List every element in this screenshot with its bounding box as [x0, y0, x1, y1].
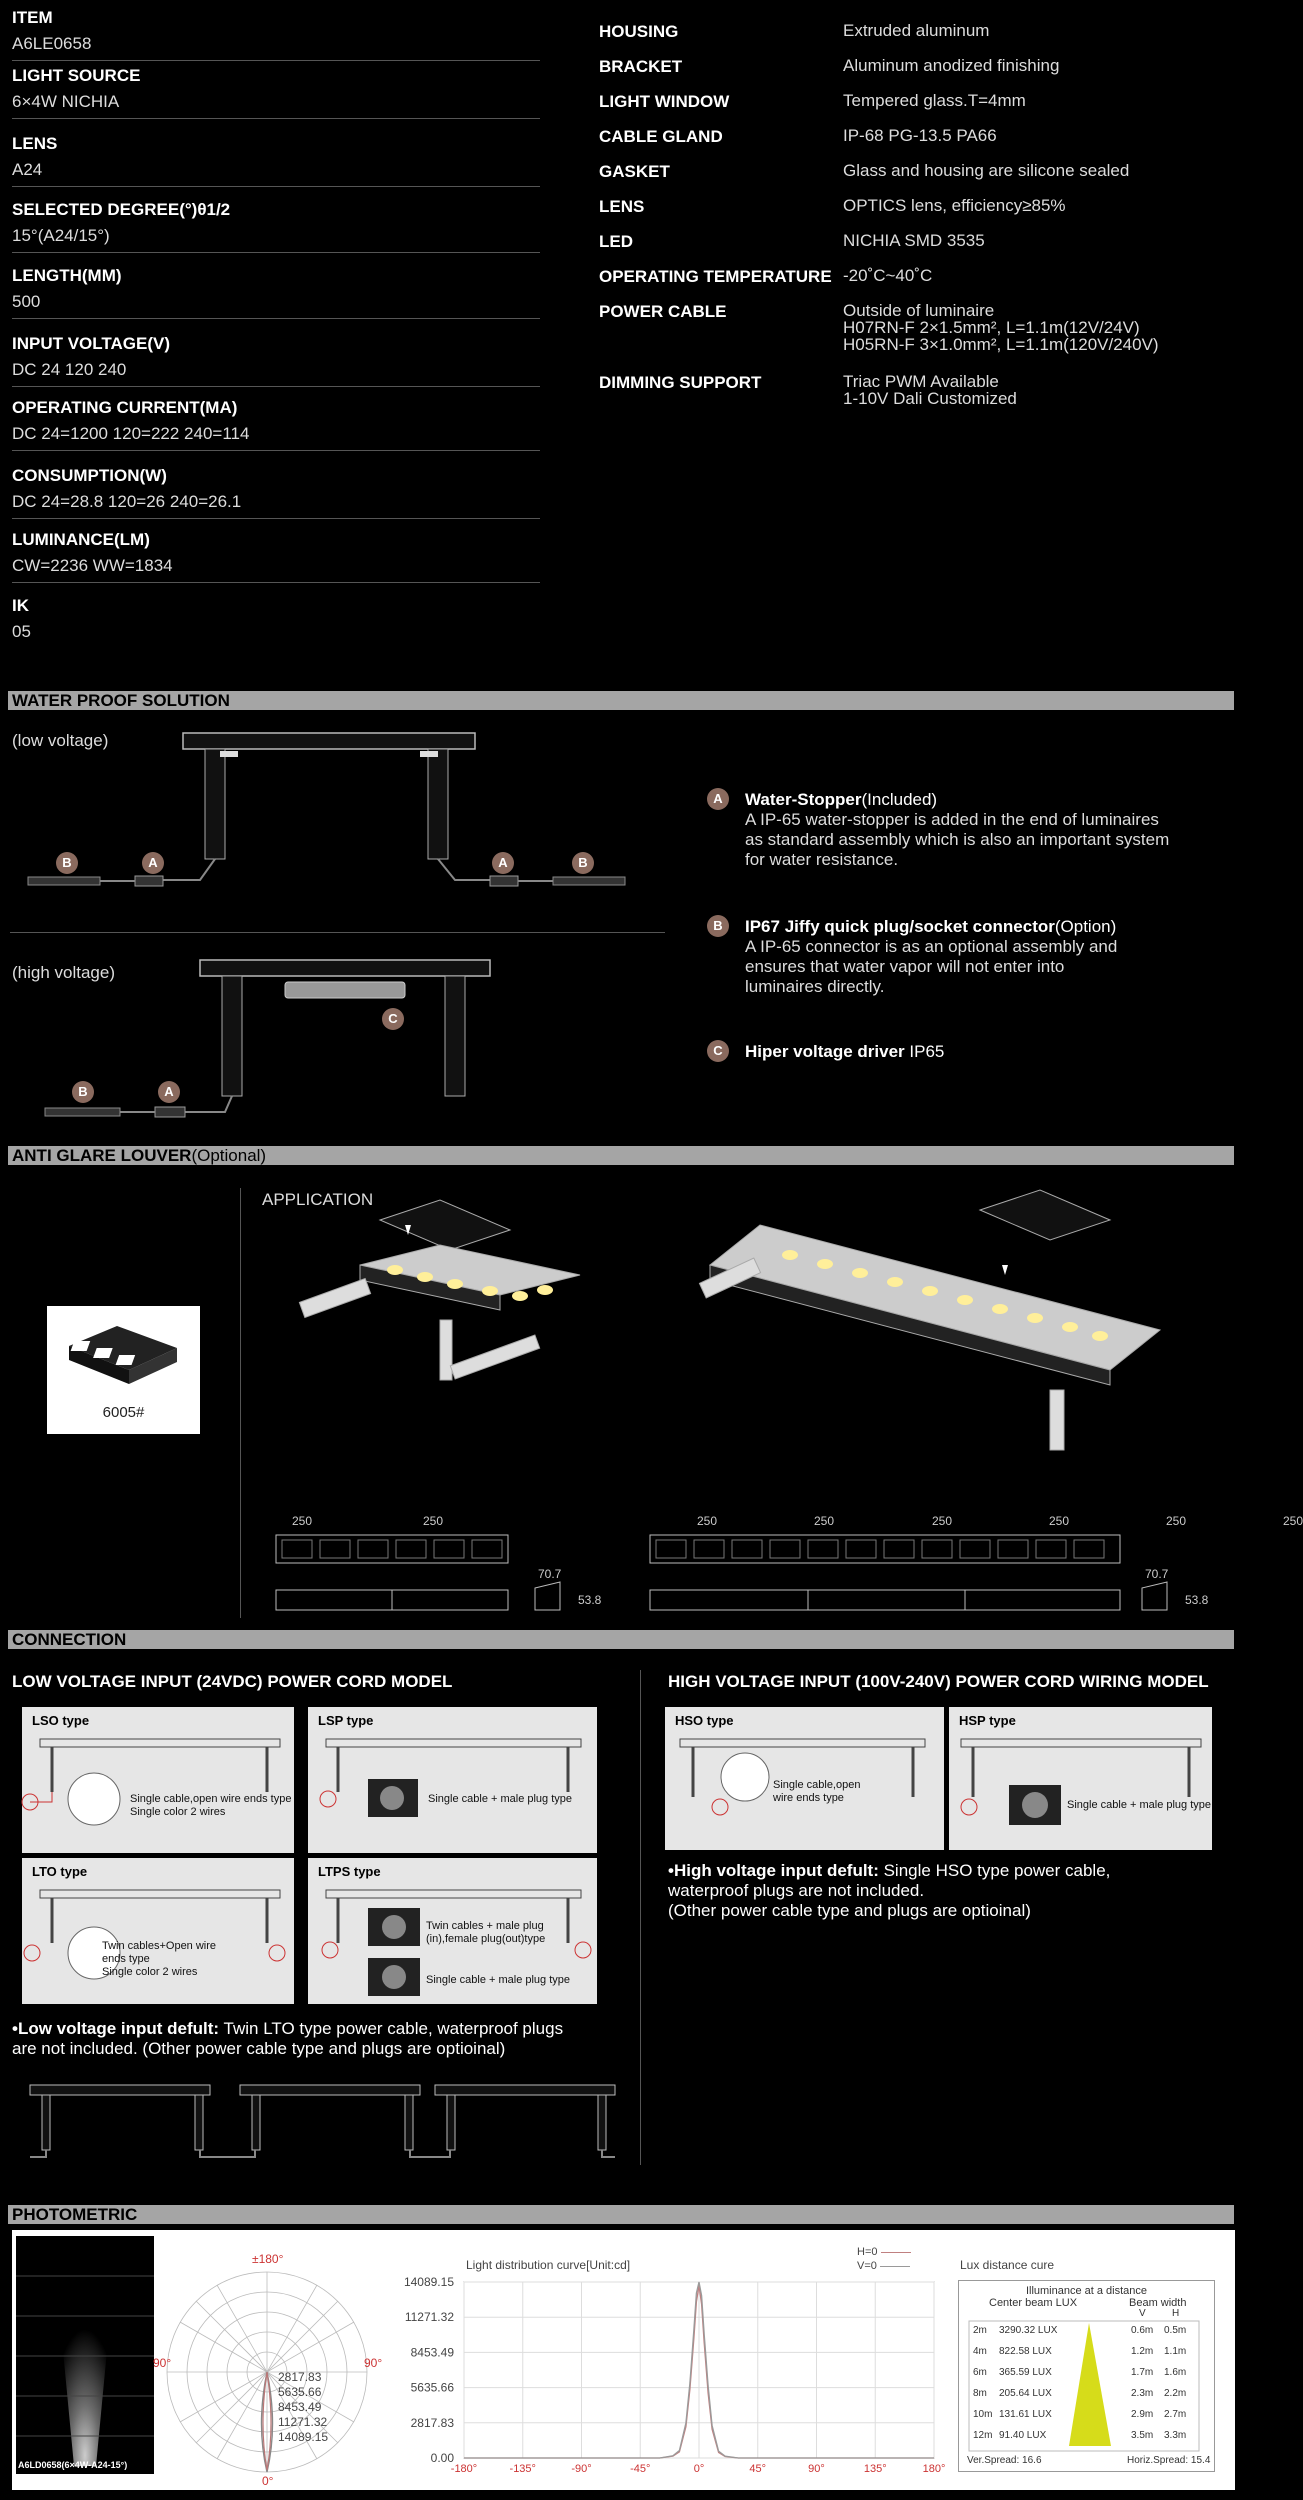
polar-chart	[150, 2255, 385, 2490]
spec-value: -20˚C~40˚C	[843, 266, 933, 285]
lux-beam-v: 1.7m	[1131, 2367, 1154, 2378]
feature-title-bold: IP67 Jiffy quick plug/socket connector	[745, 917, 1055, 936]
divider	[12, 118, 540, 119]
spec-label: LIGHT SOURCE	[12, 66, 141, 85]
lux-distance: 4m	[973, 2346, 987, 2357]
lux-distance: 6m	[973, 2367, 987, 2378]
badge-a: A	[492, 852, 514, 874]
louver-part-number: 6005#	[102, 1404, 145, 1421]
x-tick-label: -135°	[509, 2463, 536, 2475]
feature-title	[745, 1042, 944, 1062]
lux-h: H	[1172, 2308, 1180, 2319]
divider	[12, 450, 540, 451]
hsp-text: Single cable + male plug type	[1067, 1799, 1212, 1811]
spec-label: CABLE GLAND	[599, 127, 723, 146]
feature-text: A IP-65 connector is as an optional assembly and	[745, 937, 1118, 956]
beam-photo	[16, 2236, 154, 2474]
spec-label: POWER CABLE	[599, 302, 727, 321]
spec-value: Glass and housing are silicone sealed	[843, 161, 1130, 180]
divider	[12, 582, 540, 583]
hso-title: HSO type	[675, 1713, 734, 1728]
spec-value: NICHIA SMD 3535	[843, 231, 985, 250]
polar-bottom: 0°	[262, 2474, 274, 2488]
spec-value: Triac PWM Available	[843, 372, 999, 391]
dimension-label: 250	[423, 1514, 444, 1528]
badge-b: B	[72, 1081, 94, 1103]
feature-title-suffix: IP65	[904, 1042, 945, 1061]
badge-c: C	[382, 1008, 404, 1030]
badge-c: C	[707, 1040, 729, 1062]
x-tick-label: -90°	[571, 2463, 592, 2475]
lux-value: 91.40 LUX	[999, 2430, 1047, 2441]
legend-h: H=0	[857, 2246, 911, 2258]
ver-spread: Ver.Spread: 16.6	[967, 2455, 1042, 2466]
lux-value: 822.58 LUX	[999, 2346, 1052, 2357]
y-tick-label: 2817.83	[410, 2415, 454, 2430]
spec-value: 500	[12, 292, 41, 311]
low-voltage-note: •Low voltage input defult: Twin LTO type power cable, waterproof plugs are not included. (Other power cable type and plugs are optioinal)	[12, 2019, 564, 2058]
badge-b: B	[572, 852, 594, 874]
feature-title-suffix: (Included)	[861, 790, 938, 809]
spec-label: IK	[12, 596, 29, 615]
y-tick-label: 0.00	[430, 2451, 454, 2465]
feature-title	[745, 917, 1116, 937]
ltps-text-2: (in),female plug(out)type	[426, 1933, 546, 1945]
spec-value: H05RN-F 3×1.0mm², L=1.1m(120V/240V)	[843, 335, 1159, 354]
spec-label: OPERATING CURRENT(MA)	[12, 398, 238, 417]
spec-value: DC 24=28.8 120=26 240=26.1	[12, 492, 242, 511]
lux-beam-h: 1.6m	[1164, 2367, 1187, 2378]
dimension-label: 250	[1049, 1514, 1070, 1528]
louver-part-card	[47, 1306, 200, 1434]
lux-beam-h: 3.3m	[1164, 2430, 1187, 2441]
lux-distance: 8m	[973, 2388, 987, 2399]
hsp-title: HSP type	[959, 1713, 1016, 1728]
badge-a: A	[707, 788, 729, 810]
divider	[12, 386, 540, 387]
badge-a: A	[158, 1081, 180, 1103]
divider	[12, 186, 540, 187]
feature-text: for water resistance.	[745, 850, 899, 869]
lto-panel	[22, 1858, 294, 2004]
lux-beam-h: 2.2m	[1164, 2388, 1187, 2399]
divider	[12, 252, 540, 253]
lux-beam-v: 0.6m	[1131, 2325, 1154, 2336]
divider	[12, 60, 540, 61]
feature-text: as standard assembly which is also an important system	[745, 830, 1170, 849]
ltps-text-1: Twin cables + male plug	[426, 1920, 544, 1932]
spec-label: CONSUMPTION(W)	[12, 466, 167, 485]
polar-ring-label: 8453.49	[278, 2400, 322, 2414]
badge-a: A	[142, 852, 164, 874]
section-header-photometric: PHOTOMETRIC	[8, 2205, 1234, 2224]
lux-sub: Illuminance at a distance	[1025, 2285, 1148, 2297]
divider	[12, 518, 540, 519]
light-distribution-chart	[390, 2270, 950, 2490]
beam-caption: A6LD0658(6×4W-A24-15°)	[18, 2460, 128, 2470]
legend-v: V=0	[857, 2260, 910, 2272]
dimension-label: 250	[1166, 1514, 1187, 1528]
feature-text: luminaires directly.	[745, 977, 885, 996]
hsp-panel	[949, 1707, 1212, 1850]
dimension-label: 250	[292, 1514, 313, 1528]
lux-value: 131.61 LUX	[999, 2409, 1052, 2420]
high-voltage-note: •High voltage input defult: Single HSO type power cable, waterproof plugs are not included. (Other power cable type and plugs are optioinal)	[668, 1861, 1111, 1920]
x-tick-label: -180°	[450, 2463, 478, 2475]
lto-text-3: Single color 2 wires	[102, 1966, 198, 1978]
dimension-label: 250	[1283, 1514, 1303, 1528]
spec-value: 1-10V Dali Customized	[843, 389, 1017, 408]
lto-text-1: Twin cables+Open wire	[102, 1940, 217, 1952]
spec-value: IP-68 PG-13.5 PA66	[843, 126, 997, 145]
louver-image	[47, 1306, 200, 1406]
spec-label: BRACKET	[599, 57, 683, 76]
spec-label: HOUSING	[599, 22, 679, 41]
spec-value: DC 24 120 240	[12, 360, 127, 379]
spec-value: A24	[12, 160, 43, 179]
divider	[240, 1188, 241, 1618]
lux-table	[958, 2280, 1215, 2472]
divider	[12, 318, 540, 319]
spec-value: 15°(A24/15°)	[12, 226, 110, 245]
ltps-title: LTPS type	[318, 1864, 381, 1879]
feature-text: ensures that water vapor will not enter into	[745, 957, 1065, 976]
louver-width: 70.7	[1145, 1567, 1169, 1581]
spec-value: Tempered glass.T=4mm	[843, 91, 1026, 110]
curve-title: Light distribution curve[Unit:cd]	[466, 2258, 631, 2272]
high-voltage-label: (high voltage)	[12, 963, 116, 982]
lux-col2: Beam width	[1129, 2297, 1187, 2309]
lux-beam-h: 0.5m	[1164, 2325, 1187, 2336]
spec-value: H07RN-F 2×1.5mm², L=1.1m(12V/24V)	[843, 318, 1140, 337]
lux-value: 365.59 LUX	[999, 2367, 1052, 2378]
high-voltage-title: HIGH VOLTAGE INPUT (100V-240V) POWER CORD WIRING MODEL	[668, 1672, 1209, 1691]
polar-ring-label: 2817.83	[278, 2370, 322, 2384]
polar-left: 90°	[153, 2356, 172, 2370]
hso-text-1: Single cable,open	[773, 1779, 861, 1791]
low-voltage-title: LOW VOLTAGE INPUT (24VDC) POWER CORD MODEL	[12, 1672, 453, 1691]
feature-title-bold: Water-Stopper	[745, 790, 862, 809]
y-tick-label: 11271.32	[404, 2310, 454, 2325]
lto-title: LTO type	[32, 1864, 88, 1879]
lux-beam-v: 2.3m	[1131, 2388, 1154, 2399]
spec-value: CW=2236 WW=1834	[12, 556, 173, 575]
feature-title-suffix: (Option)	[1054, 917, 1117, 936]
lux-distance: 10m	[973, 2409, 993, 2420]
x-tick-label: 135°	[863, 2463, 887, 2475]
spec-label: DIMMING SUPPORT	[599, 373, 762, 392]
spec-label: LED	[599, 232, 633, 251]
y-tick-label: 8453.49	[410, 2345, 454, 2360]
application-drawings	[280, 1180, 1220, 1620]
dimension-label: 250	[697, 1514, 718, 1528]
polar-ring-label: 5635.66	[278, 2385, 322, 2399]
lux-beam-h: 1.1m	[1164, 2346, 1187, 2357]
feature-title-bold: Hiper voltage driver	[745, 1042, 905, 1061]
y-tick-label: 14089.15	[403, 2275, 454, 2289]
lux-value: 3290.32 LUX	[999, 2325, 1058, 2336]
spec-value: 05	[12, 622, 31, 641]
dimension-label: 250	[814, 1514, 835, 1528]
lux-distance: 2m	[973, 2325, 987, 2336]
ltps-text-3: Single cable + male plug type	[426, 1974, 571, 1986]
y-tick-label: 5635.66	[410, 2380, 454, 2395]
x-tick-label: 90°	[808, 2463, 825, 2475]
hor-spread: Horiz.Spread: 15.4	[1127, 2455, 1211, 2466]
lsp-title: LSP type	[318, 1713, 374, 1728]
spec-label: LENS	[12, 134, 58, 153]
spec-label: LIGHT WINDOW	[599, 92, 730, 111]
application-label: APPLICATION	[262, 1190, 374, 1209]
x-tick-label: -45°	[630, 2463, 651, 2475]
feature-text: A IP-65 water-stopper is added in the end of luminaires	[745, 810, 1159, 829]
lux-value: 205.64 LUX	[999, 2388, 1052, 2399]
section-header-connection: CONNECTION	[8, 1630, 1234, 1649]
hso-text-2: wire ends type	[773, 1792, 844, 1804]
lux-col1: Center beam LUX	[989, 2297, 1078, 2309]
spec-label: GASKET	[599, 162, 670, 181]
feature-title	[745, 790, 937, 810]
section-header-waterproof: WATER PROOF SOLUTION	[8, 691, 1234, 710]
spec-value: OPTICS lens, efficiency≥85%	[843, 196, 1066, 215]
x-tick-label: 45°	[749, 2463, 767, 2475]
badge-b: B	[707, 915, 729, 937]
louver-height: 53.8	[578, 1593, 602, 1607]
spec-value: A6LE0658	[12, 34, 92, 53]
ltps-panel	[308, 1858, 597, 2004]
spec-label: SELECTED DEGREE(°)θ1/2	[12, 200, 231, 219]
lux-title: Lux distance cure	[960, 2258, 1055, 2272]
spec-value: 6×4W NICHIA	[12, 92, 120, 111]
spec-value: DC 24=1200 120=222 240=114	[12, 424, 250, 443]
lux-beam-v: 1.2m	[1131, 2346, 1154, 2357]
louver-height: 53.8	[1185, 1593, 1209, 1607]
spec-label: OPERATING TEMPERATURE	[599, 267, 832, 286]
dimension-label: 250	[932, 1514, 953, 1528]
lux-distance: 12m	[973, 2430, 993, 2441]
lsp-panel	[308, 1707, 597, 1853]
spec-label: INPUT VOLTAGE(V)	[12, 334, 171, 353]
spec-value: Aluminum anodized finishing	[843, 56, 1060, 75]
spec-value: Outside of luminaire	[843, 301, 995, 320]
section-header-louver: ANTI GLARE LOUVER(Optional)	[8, 1146, 1234, 1165]
polar-top: ±180°	[252, 2252, 284, 2266]
spec-label: LENGTH(MM)	[12, 266, 122, 285]
chain-diagram	[30, 2075, 620, 2165]
spec-label: LENS	[599, 197, 645, 216]
divider	[640, 1670, 641, 2165]
polar-right: 90°	[364, 2356, 383, 2370]
lso-text-2: Single color 2 wires	[130, 1806, 226, 1818]
x-tick-label: 180°	[922, 2463, 946, 2475]
spec-value: Extruded aluminum	[843, 21, 990, 40]
spec-label: LUMINANCE(LM)	[12, 530, 150, 549]
low-voltage-label: (low voltage)	[12, 731, 109, 750]
waterproof-diagram	[0, 720, 680, 1140]
lso-title: LSO type	[32, 1713, 90, 1728]
polar-ring-label: 14089.15	[278, 2430, 329, 2444]
lux-beam-v: 3.5m	[1131, 2430, 1154, 2441]
lsp-text: Single cable + male plug type	[428, 1793, 573, 1805]
lso-text-1: Single cable,open wire ends type	[130, 1793, 292, 1805]
polar-ring-label: 11271.32	[278, 2415, 328, 2429]
lux-beam-v: 2.9m	[1131, 2409, 1154, 2420]
lux-beam-h: 2.7m	[1164, 2409, 1187, 2420]
x-tick-label: 0°	[693, 2463, 705, 2475]
hso-panel	[665, 1707, 944, 1850]
lto-text-2: ends type	[102, 1953, 150, 1965]
lso-panel	[22, 1707, 294, 1853]
louver-width: 70.7	[538, 1567, 562, 1581]
spec-label: ITEM	[12, 8, 53, 27]
lux-v: V	[1139, 2308, 1146, 2319]
badge-b: B	[56, 852, 78, 874]
